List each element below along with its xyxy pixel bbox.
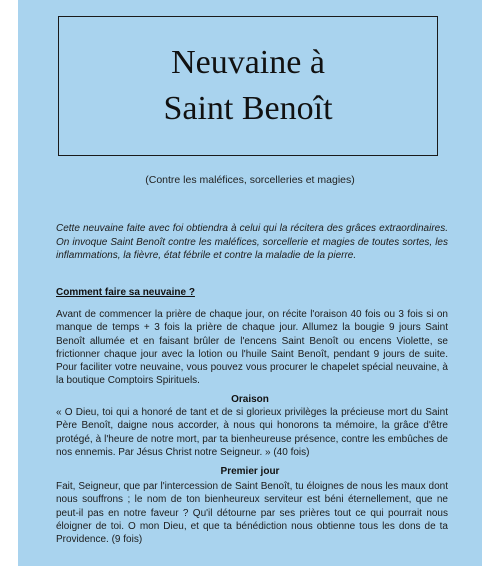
oraison-paragraph: « O Dieu, toi qui a honoré de tant et de si glorieux privilèges la précieuse mort du Saint Père Benoît, daigne nous accorder, à nous qui honorons ta mémoire, la grâce d'être protégé, à l'heure de notre mort, par ta bienheureuse présence, contre les embûches de nos ennemis. Par Jésus Christ notre Seigneur. » (40 fois) [56, 407, 448, 458]
howto-heading: Comment faire sa neuvaine ? [56, 287, 195, 298]
intro-paragraph: Cette neuvaine faite avec foi obtiendra à celui qui la récitera des grâces extraordinaires. On invoque Saint Benoît contre les maléfices, sorcellerie et magies de toutes sortes, les inflammations, la fièvre, état fébrile et contre la maladie de la pierre. [56, 223, 448, 261]
premier-jour-heading: Premier jour [220, 466, 280, 477]
title-line-1: Neuvaine à [171, 44, 325, 81]
subtitle: (Contre les maléfices, sorcelleries et magies) [145, 174, 355, 186]
oraison-heading: Oraison [231, 394, 269, 405]
title-frame [58, 16, 438, 156]
howto-paragraph: Avant de commencer la prière de chaque jour, on récite l'oraison 40 fois ou 3 fois si on manque de temps + 3 fois la prière de chaque jour. Allumez la bougie 9 jours Saint Benoît allumée et en faisant brûler de l'encens Saint Benoît ou encens Violette, se frictionner chaque jour avec la lotion ou l'huile Saint Benoît, pendant 9 jours de suite. Pour faciliter votre neuvaine, vous pouvez vous procurer le chapelet spécial neuvaine, à la boutique Comptoirs Spirituels. [56, 309, 448, 387]
premier-jour-paragraph: Fait, Seigneur, que par l'intercession de Saint Benoît, tu éloignes de nous les maux dont nous souffrons ; le nom de ton bienheureux serviteur est béni éternellement, que ne peut-il pas en notre faveur ? Qu'il détourne par ses prières tout ce qui pourrait nous éloigner de toi. O mon Dieu, et que ta bénédiction nous obtienne tous les dons de ta Providence. (9 fois) [56, 481, 448, 546]
title-line-2: Saint Benoît [163, 90, 333, 127]
document-page [18, 0, 482, 566]
